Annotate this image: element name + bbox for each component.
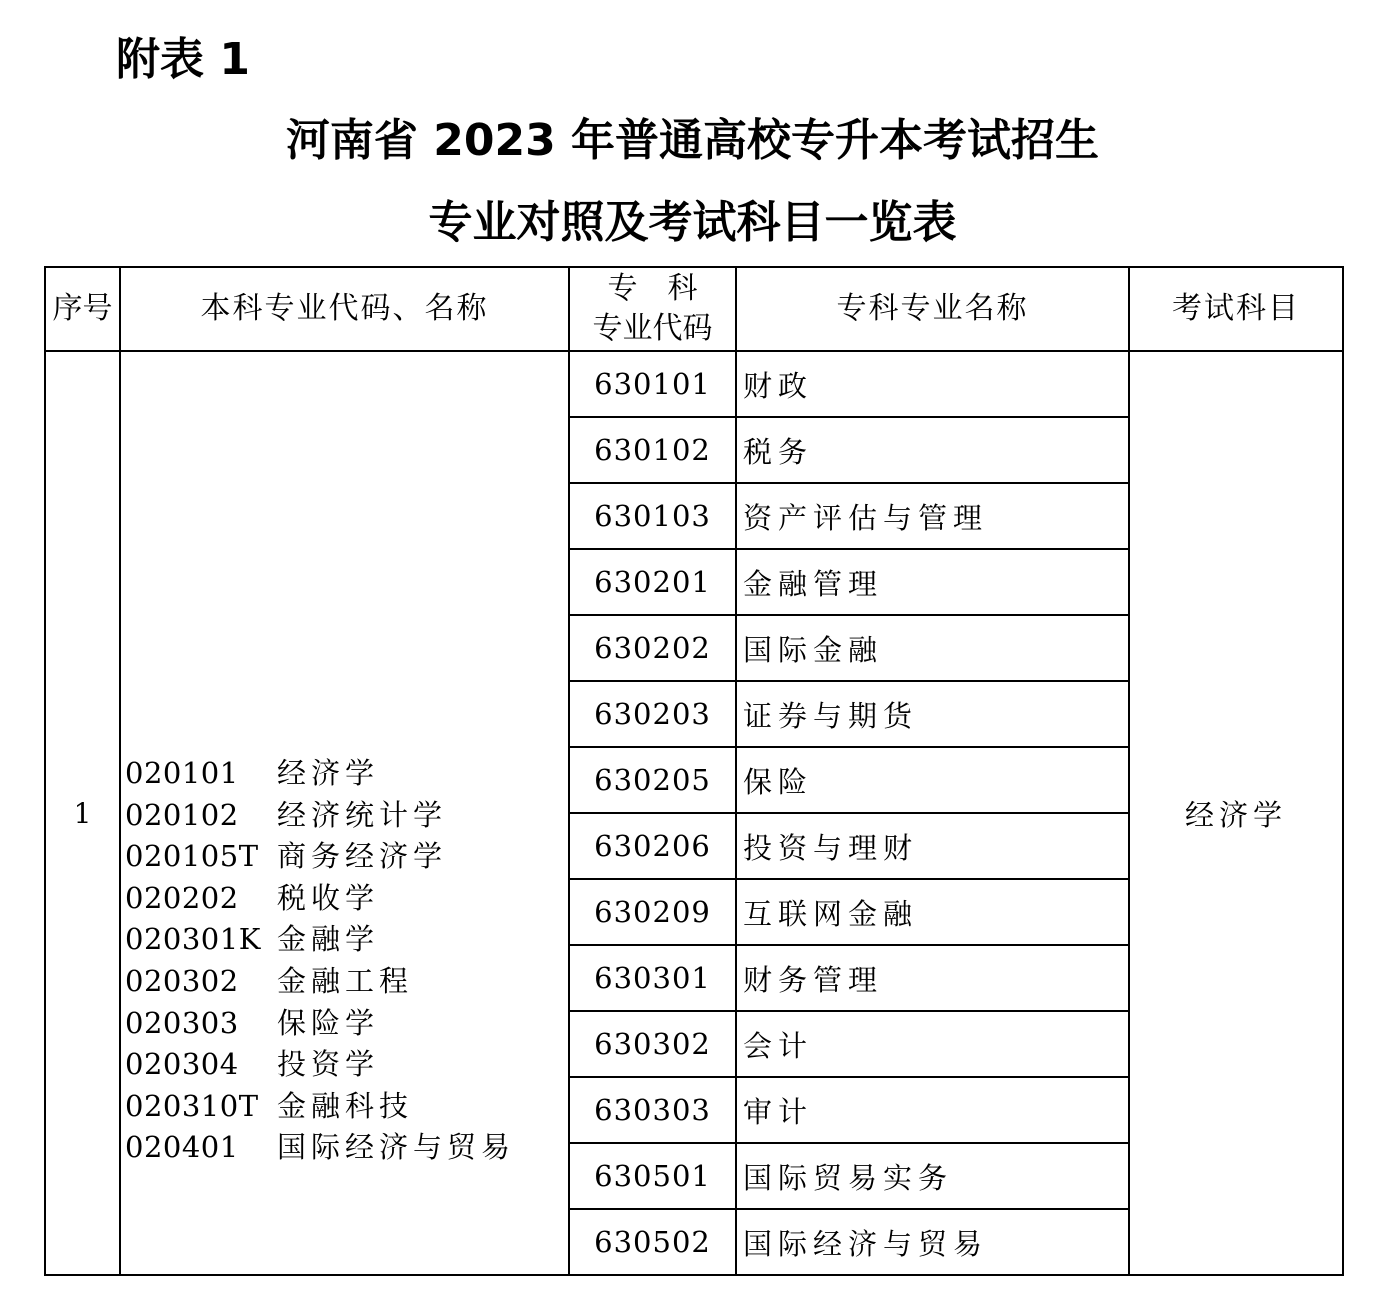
zk-major-name: 投资与理财 [736,813,1129,879]
header-subject: 考试科目 [1129,267,1343,351]
bk-major-name: 经济统计学 [277,797,448,832]
header-zk-name: 专科专业名称 [736,267,1129,351]
bk-major-item [125,753,515,795]
major-comparison-table [44,266,1344,1276]
zk-major-name: 金融管理 [736,549,1129,615]
zk-major-name: 国际金融 [736,615,1129,681]
zk-major-name: 证券与期货 [736,681,1129,747]
bk-major-item [125,1127,515,1169]
zk-major-name: 互联网金融 [736,879,1129,945]
bk-major-name: 投资学 [277,1047,380,1082]
zk-major-code: 630101 [569,351,736,417]
exam-subject-cell: 经济学 [1129,351,1343,1275]
bk-major-code: 020202 [125,880,239,915]
zk-major-code: 630206 [569,813,736,879]
zk-major-name: 资产评估与管理 [736,483,1129,549]
header-zk-code [569,267,736,351]
bk-major-code: 020105T [125,839,259,874]
document-title-line1: 河南省 2023 年普通高校专升本考试招生 [285,115,1100,166]
attachment-label: 附表 1 [116,34,250,85]
bk-major-item [125,1044,515,1086]
bk-major-item [125,836,515,878]
zk-major-name: 保险 [736,747,1129,813]
header-zk-code-line1: 专 科 [607,271,698,306]
zk-major-name: 财务管理 [736,945,1129,1011]
zk-major-code: 630502 [569,1209,736,1275]
zk-major-name: 国际贸易实务 [736,1143,1129,1209]
bk-major-code: 020304 [125,1047,239,1082]
bk-major-name: 金融工程 [277,963,414,998]
bk-major-item [125,919,515,961]
zk-major-code: 630102 [569,417,736,483]
zk-major-code: 630103 [569,483,736,549]
zk-major-name: 会计 [736,1011,1129,1077]
zk-major-code: 630203 [569,681,736,747]
zk-major-code: 630302 [569,1011,736,1077]
header-seq: 序号 [45,267,120,351]
bk-major-code: 020310T [125,1088,259,1123]
bk-major-list [125,753,515,1169]
bk-major-name: 国际经济与贸易 [277,1130,516,1165]
zk-major-code: 630501 [569,1143,736,1209]
document-title-line2: 专业对照及考试科目一览表 [428,197,957,248]
header-bk-major: 本科专业代码、名称 [120,267,569,351]
zk-major-name: 税务 [736,417,1129,483]
zk-major-code: 630209 [569,879,736,945]
bk-major-item [125,795,515,837]
header-zk-code-line2: 专业代码 [592,311,713,346]
bk-major-name: 金融学 [277,922,380,957]
bk-major-name: 商务经济学 [277,839,448,874]
bk-major-name: 经济学 [277,756,380,790]
bk-major-code: 020303 [125,1005,239,1040]
bk-major-code: 020401 [125,1130,239,1165]
table-header-row [45,267,1343,351]
zk-major-code: 630205 [569,747,736,813]
table-row [45,351,1343,417]
bk-major-item [125,1003,515,1045]
bk-major-name: 保险学 [277,1005,380,1040]
bk-major-cell [120,351,569,1275]
bk-major-item [125,878,515,920]
zk-major-name: 财政 [736,351,1129,417]
zk-major-name: 审计 [736,1077,1129,1143]
zk-major-name: 国际经济与贸易 [736,1209,1129,1275]
zk-major-code: 630303 [569,1077,736,1143]
bk-major-code: 020301K [125,922,261,957]
zk-major-code: 630201 [569,549,736,615]
bk-major-item [125,1086,515,1128]
bk-major-code: 020101 [125,756,239,790]
bk-major-name: 金融科技 [277,1088,414,1123]
bk-major-code: 020102 [125,797,239,832]
seq-cell: 1 [45,351,120,1275]
zk-major-code: 630301 [569,945,736,1011]
bk-major-code: 020302 [125,963,239,998]
bk-major-name: 税收学 [277,880,380,915]
zk-major-code: 630202 [569,615,736,681]
bk-major-item [125,961,515,1003]
